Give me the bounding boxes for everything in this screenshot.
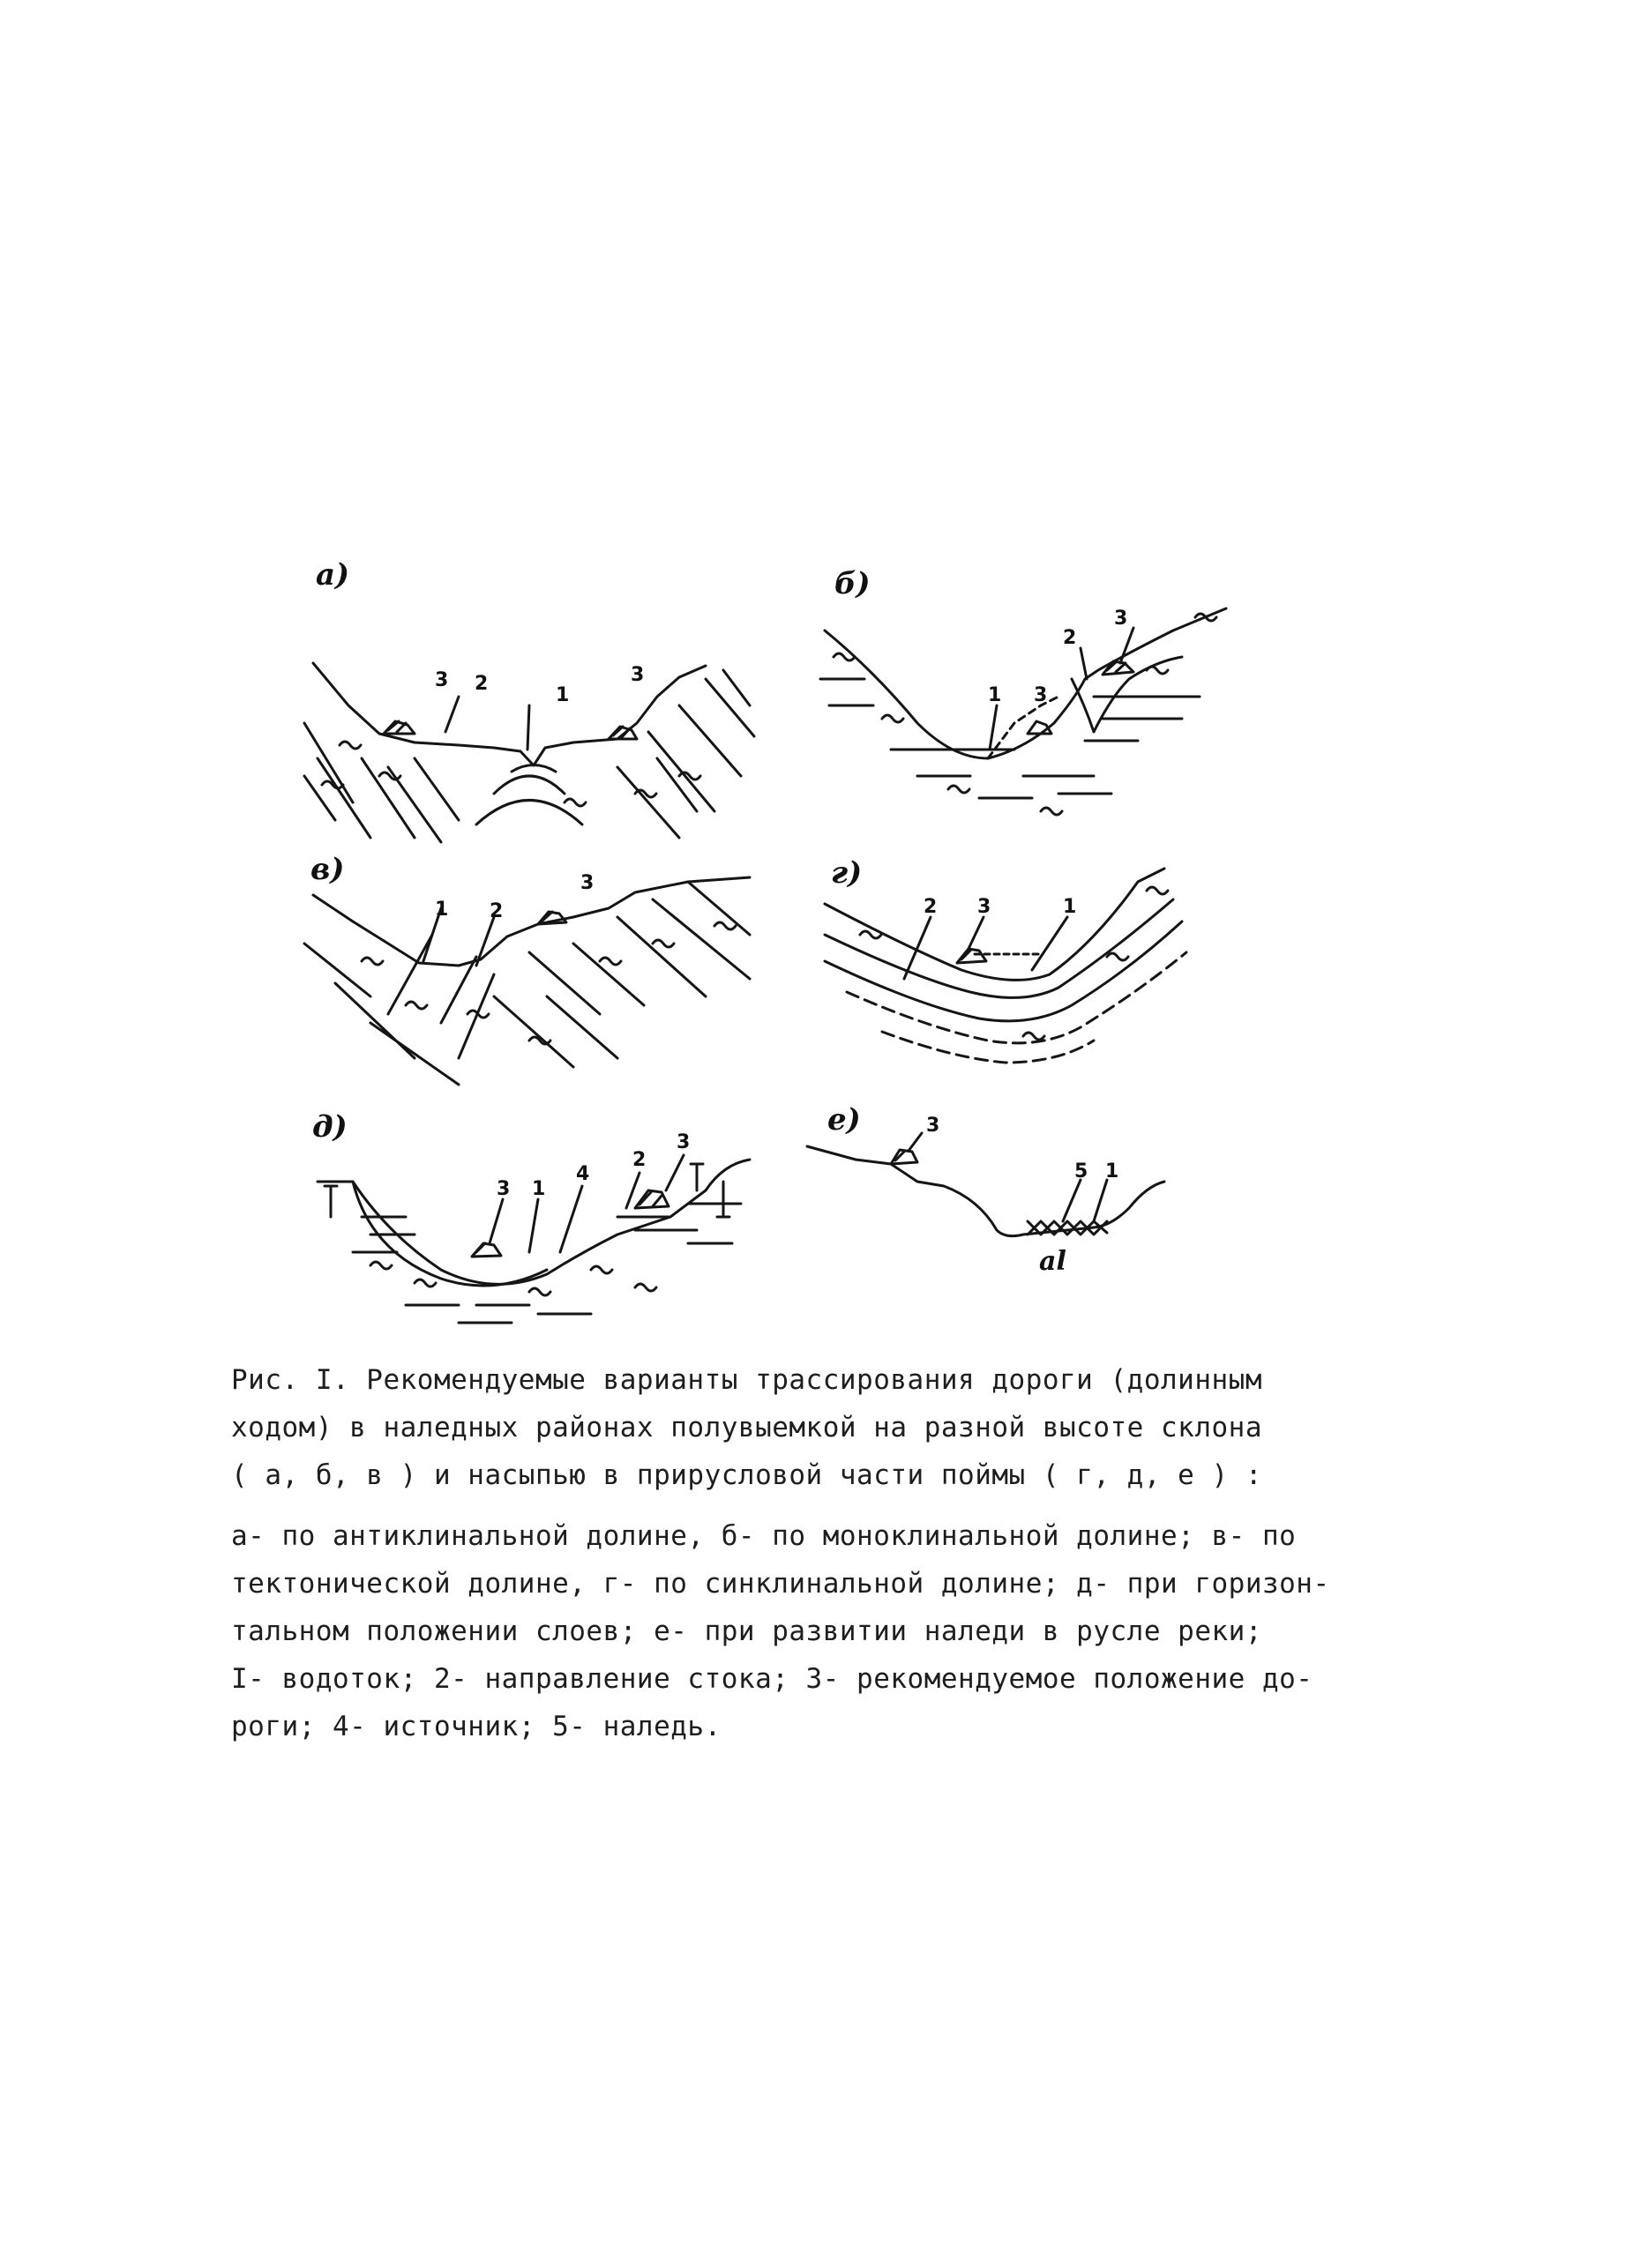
caption-line-2: ходом) в наледных районах полувыемкой на разной высоте склона xyxy=(231,1412,1262,1444)
mark-g-3: 3 xyxy=(977,896,991,918)
panel-label-v: в) xyxy=(310,852,345,887)
mark-d-2: 2 xyxy=(632,1149,647,1171)
panel-g-diagram xyxy=(825,869,1186,1063)
caption-line-1: Рис. I. Рекомендуемые варианты трассирования дороги (долинным xyxy=(231,1364,1262,1396)
mark-b-3b: 3 xyxy=(1114,608,1128,630)
figure-legend xyxy=(231,1512,1413,1750)
mark-a-3l: 3 xyxy=(435,669,449,691)
legend-line-1: а- по антиклинальной долине, б- по моноклинальной долине; в- по xyxy=(231,1520,1297,1552)
panel-label-d: д) xyxy=(312,1109,348,1145)
panel-e-diagram xyxy=(807,1133,1164,1236)
mark-a-1: 1 xyxy=(556,684,570,706)
mark-a-2: 2 xyxy=(475,673,489,695)
panel-label-b: б) xyxy=(834,566,871,601)
mark-d-4: 4 xyxy=(576,1163,590,1185)
mark-d-3a: 3 xyxy=(497,1178,511,1200)
panel-a-diagram xyxy=(304,663,754,842)
mark-e-al: al xyxy=(1039,1246,1066,1277)
panel-b-diagram xyxy=(820,608,1226,815)
caption-line-3: ( а, б, в ) и насыпью в прирусловой части поймы ( г, д, е ) : xyxy=(231,1459,1262,1491)
figure-caption xyxy=(231,1356,1413,1499)
legend-line-5: роги; 4- источник; 5- наледь. xyxy=(231,1711,722,1742)
mark-g-2: 2 xyxy=(924,896,938,918)
mark-e-1: 1 xyxy=(1105,1160,1119,1182)
panel-v-diagram xyxy=(304,877,750,1085)
legend-line-3: тальном положении слоев; е- при развитии наледи в русле реки; xyxy=(231,1615,1262,1647)
panel-label-a: а) xyxy=(316,557,350,593)
mark-e-5: 5 xyxy=(1074,1160,1088,1182)
mark-g-1: 1 xyxy=(1063,896,1077,918)
mark-b-1: 1 xyxy=(988,684,1002,706)
mark-d-3b: 3 xyxy=(677,1131,691,1153)
mark-v-1: 1 xyxy=(435,899,449,921)
legend-line-2: тектонической долине, г- по синклинальной долине; д- при горизон- xyxy=(231,1568,1330,1600)
mark-d-1: 1 xyxy=(532,1178,546,1200)
mark-b-3a: 3 xyxy=(1034,684,1048,706)
mark-v-2: 2 xyxy=(490,900,504,922)
panel-label-e: е) xyxy=(827,1102,861,1138)
mark-b-2: 2 xyxy=(1063,627,1077,649)
mark-v-3: 3 xyxy=(580,872,595,894)
panel-label-g: г) xyxy=(831,855,863,891)
mark-a-3r: 3 xyxy=(631,664,645,686)
mark-e-3: 3 xyxy=(926,1115,940,1137)
legend-line-4: I- водоток; 2- направление стока; 3- рекомендуемое положение до- xyxy=(231,1663,1313,1695)
